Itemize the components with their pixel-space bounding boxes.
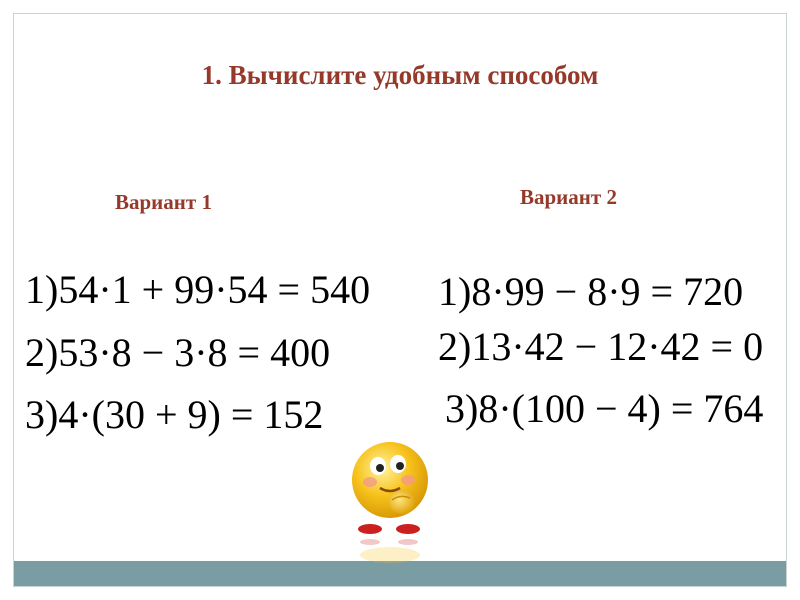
- variant-1-equation-1: 1)54·1 + 99·54 = 540: [25, 267, 371, 312]
- variant-2-equation-1: 1)8·99 − 8·9 = 720: [438, 269, 744, 314]
- variant-1-equation-2: 2)53·8 − 3·8 = 400: [25, 330, 331, 375]
- variant-1-equation-3: 3)4·(30 + 9) = 152: [25, 392, 324, 437]
- smiley-thinking-icon: [340, 430, 440, 565]
- variant-2-label: Вариант 2: [520, 185, 617, 209]
- variant-2-equation-3: 3)8·(100 − 4) = 764: [445, 386, 764, 431]
- slide-title: 1. Вычислите удобным способом: [201, 60, 599, 90]
- variant-2-equation-2: 2)13·42 − 12·42 = 0: [438, 324, 764, 369]
- variant-1-label: Вариант 1: [115, 190, 212, 214]
